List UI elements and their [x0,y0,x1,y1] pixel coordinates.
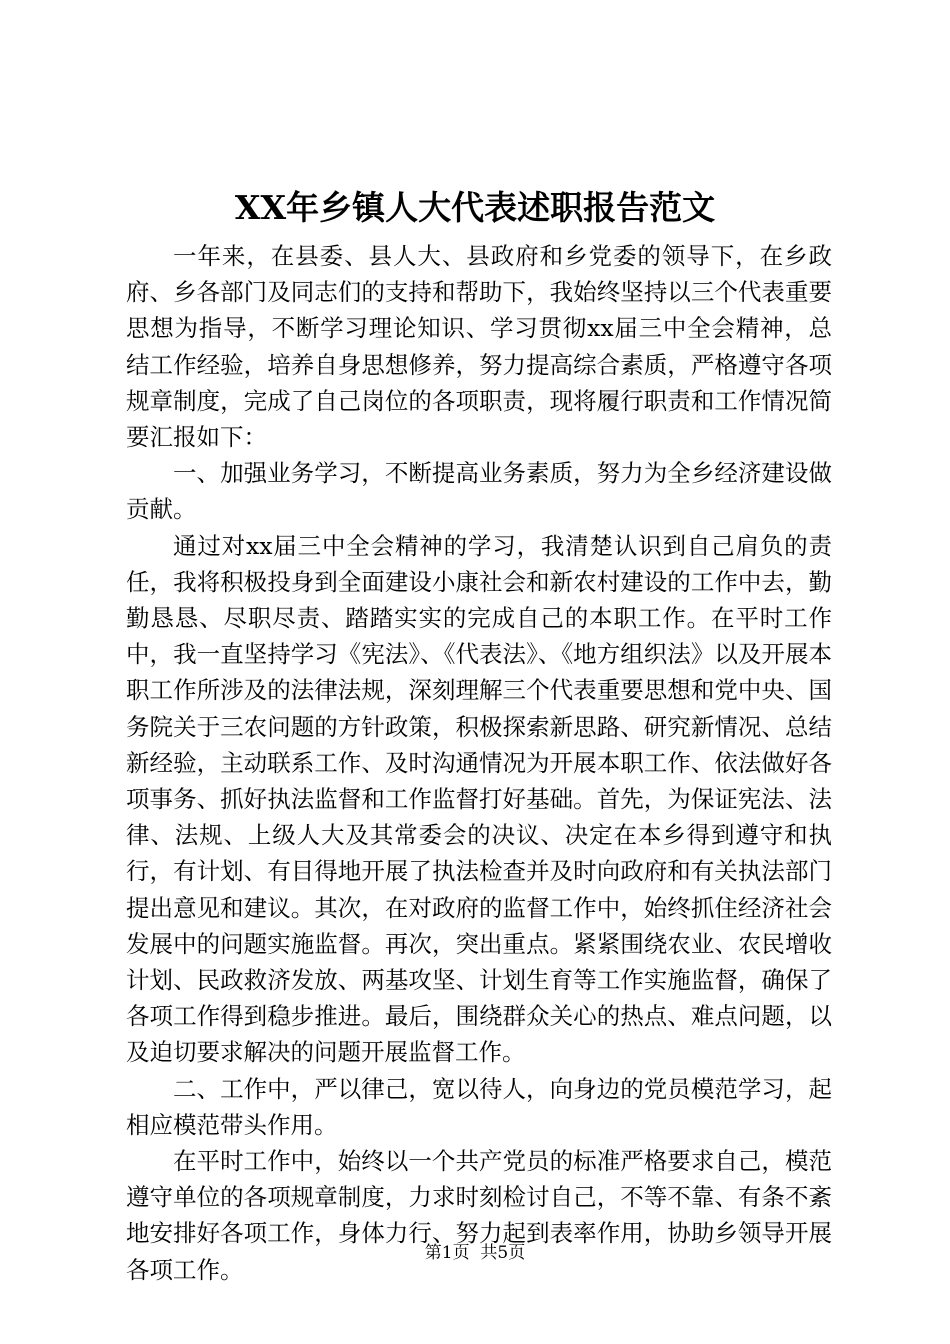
page-number-label: 第1页 共5页 [424,1243,526,1263]
paragraph-section-2-body: 在平时工作中，始终以一个共产党员的标准严格要求自己，模范遵守单位的各项规章制度，力求时刻检讨自己，不等不靠、有条不紊地安排好各项工作，身体力行、努力起到表率作用，协助乡领导开展各项工作。 [126,1147,832,1284]
paragraph-section-1-heading: 一、加强业务学习，不断提高业务素质，努力为全乡经济建设做贡献。 [126,459,832,524]
paragraph-section-1-body: 通过对xx届三中全会精神的学习，我清楚认识到自己肩负的责任，我将积极投身到全面建设小康社会和新农村建设的工作中去，勤勤恳恳、尽职尽责、踏踏实实的完成自己的本职工作。在平时工作中，我一直坚持学习《宪法》、《代表法》、《地方组织法》以及开展本职工作所涉及的法律法规，深刻理解三个代表重要思想和党中央、国务院关于三农问题的方针政策，积极探索新思路、研究新情况、总结新经验，主动联系工作、及时沟通情况为开展本职工作、依法做好各项事务、抓好执法监督和工作监督打好基础。首先，为保证宪法、法律、法规、上级人大及其常委会的决议、决定在本乡得到遵守和执行，有计划、有目得地开展了执法检查并及时向政府和有关执法部门提出意见和建议。其次，在对政府的监督工作中，始终抓住经济社会发展中的问题实施监督。再次，突出重点。紧紧围绕农业、农民增收计划、民政救济发放、两基攻坚、计划生育等工作实施监督，确保了各项工作得到稳步推进。最后，围绕群众关心的热点、难点问题，以及迫切要求解决的问题开展监督工作。 [126,531,832,1067]
document-body [126,238,832,1288]
page-footer [0,1242,950,1264]
document-title: XX年乡镇人大代表述职报告范文 [234,188,716,227]
paragraph-intro: 一年来，在县委、县人大、县政府和乡党委的领导下，在乡政府、乡各部门及同志们的支持和帮助下，我始终坚持以三个代表重要思想为指导，不断学习理论知识、学习贯彻xx届三中全会精神，总结工作经验，培养自身思想修养，努力提高综合素质，严格遵守各项规章制度，完成了自己岗位的各项职责，现将履行职责和工作情况简要汇报如下： [126,242,832,452]
paragraph-section-2-heading: 二、工作中，严以律己，宽以待人，向身边的党员模范学习，起相应模范带头作用。 [126,1074,832,1139]
